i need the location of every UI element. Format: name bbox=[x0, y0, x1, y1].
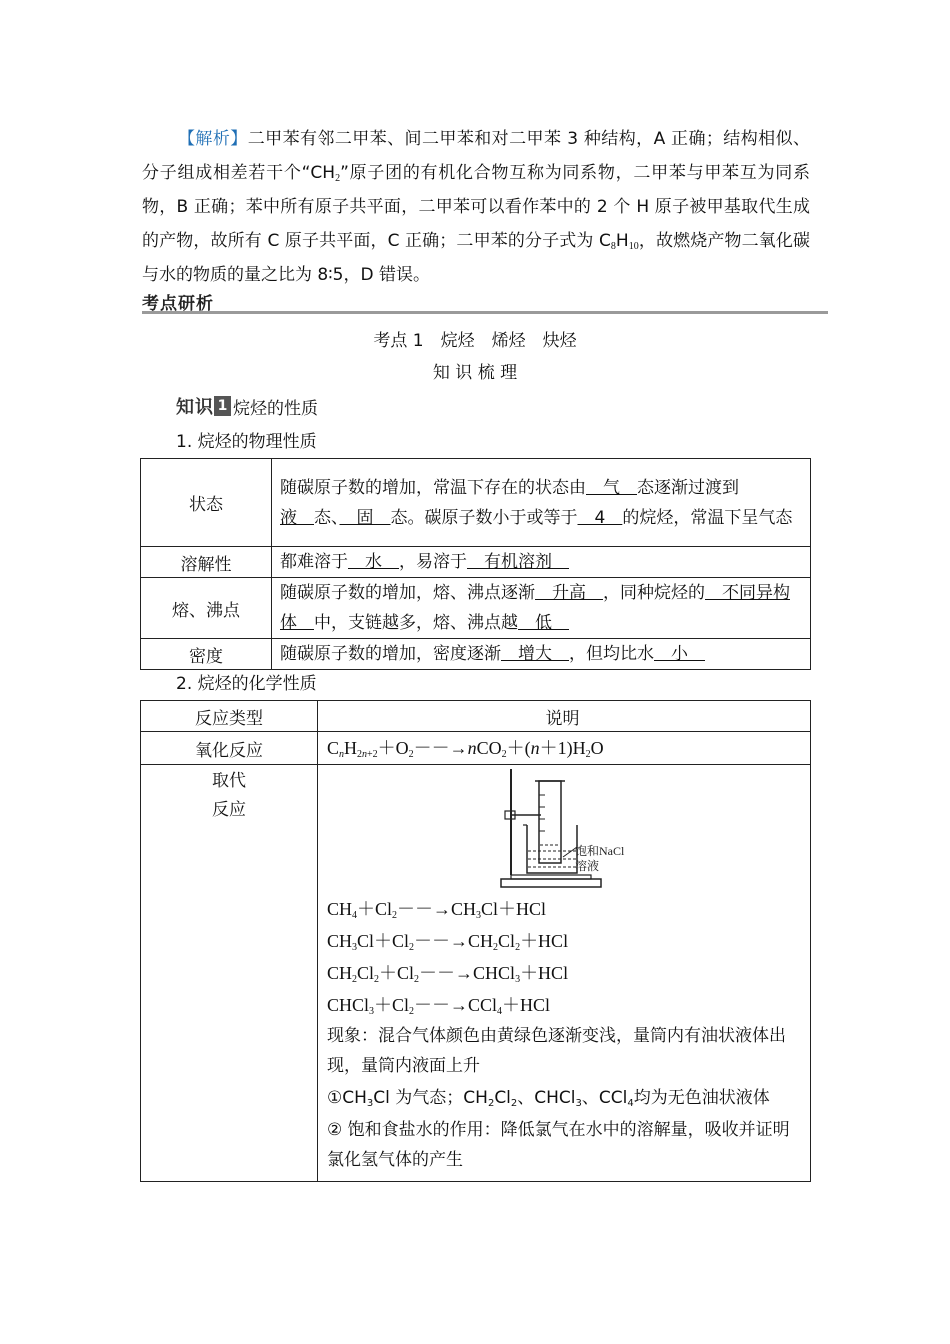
chemical-properties-table bbox=[140, 700, 811, 1182]
topic-title: 考点 1 烷烃 烯烃 炔烃 bbox=[373, 331, 577, 351]
row-label-solubility: 溶解性 bbox=[141, 547, 272, 578]
section-label: 考点研析 bbox=[142, 294, 214, 314]
row-label-density: 密度 bbox=[141, 639, 272, 670]
chemical-heading: 2. 烷烃的化学性质 bbox=[176, 674, 317, 694]
phenomenon-text: 现象：混合气体颜色由黄绿色逐渐变浅，量筒内有油状液体出现，量筒内液面上升 bbox=[327, 1026, 786, 1076]
knowledge-label: 知识 bbox=[176, 397, 214, 418]
analysis-tag: 【解析】 bbox=[178, 129, 248, 149]
header-reaction-type: 反应类型 bbox=[141, 701, 318, 732]
row-label-oxidation: 氧化反应 bbox=[141, 732, 318, 765]
header-description: 说明 bbox=[318, 701, 811, 732]
substitution-eq-2: $CH_3Cl+Cl_2--\to CH_2Cl_2+HCl$ bbox=[327, 931, 569, 953]
row-value-solubility: 都难溶于 水 ，易溶于 有机溶剂 bbox=[272, 547, 811, 578]
analysis-paragraph: 【解析】二甲苯有邻二甲苯、间二甲苯和对二甲苯 3 种结构，A 正确；结构相似、分子组成相差若干个“$CH_2$”原子团的有机化合物互称为同系物，二甲苯与甲苯互为同系物，B 正确；苯中所有原子共平面，二甲苯可以看作苯中的 2 个 H 原子被甲基取代生成的产物，故所有 C 原子共平面，C 正确；二甲苯的分子式为 $C_8H_{10}$，故燃烧产物二氧化碳与水的物质的量之比为 8∶5，D 错误。 bbox=[142, 129, 811, 285]
substitution-eq-4: $CHCl_3+Cl_2--\to CCl_4+HCl$ bbox=[327, 995, 551, 1017]
knowledge-heading bbox=[176, 393, 318, 419]
table-row bbox=[141, 765, 811, 1182]
table-row bbox=[141, 578, 811, 639]
row-label-mp: 熔、沸点 bbox=[141, 578, 272, 639]
row-value-mp: 随碳原子数的增加，熔、沸点逐渐 升高 ，同种烷烃的 不同异构体 中，支链越多，熔、沸点越 低 bbox=[272, 578, 811, 639]
note-2: ② 饱和食盐水的作用：降低氯气在水中的溶解量，吸收并证明氯化氢气体的产生 bbox=[327, 1120, 790, 1170]
table-row bbox=[141, 732, 811, 765]
apparatus-label-1: 饱和NaCl bbox=[575, 844, 625, 858]
row-value-density: 随碳原子数的增加，密度逐渐 增大 ，但均比水 小 bbox=[272, 639, 811, 670]
row-label-substitution: 取代 反应 bbox=[141, 765, 318, 1182]
knowledge-title: 烷烃的性质 bbox=[233, 398, 318, 419]
topic-subtitle: 知 识 梳 理 bbox=[432, 363, 518, 383]
section-header bbox=[142, 289, 828, 314]
substitution-eq-3: $CH_2Cl_2+Cl_2--\to CHCl_3+HCl$ bbox=[327, 963, 569, 985]
substitution-eq-1: $CH_4+Cl_2--\to CH_3Cl+HCl$ bbox=[327, 899, 547, 921]
physical-heading: 1. 烷烃的物理性质 bbox=[176, 432, 317, 452]
oxidation-equation: $C_nH_{2n+2}+O_2--\to nCO_2+(n+1)H_2O$ bbox=[318, 732, 811, 765]
table-row bbox=[141, 547, 811, 578]
table-row bbox=[141, 639, 811, 670]
apparatus-label-2: 溶液 bbox=[575, 859, 600, 873]
knowledge-number-badge: 1 bbox=[214, 396, 231, 416]
physical-properties-table bbox=[140, 458, 811, 670]
row-value-state: 随碳原子数的增加，常温下存在的状态由 气 态逐渐过渡到 液 态、 固 态。碳原子数小于或等于 4 的烷烃，常温下呈气态 bbox=[272, 459, 811, 547]
row-label-state: 状态 bbox=[141, 459, 272, 547]
substitution-description bbox=[318, 765, 811, 1182]
apparatus-diagram bbox=[497, 767, 647, 893]
table-row bbox=[141, 701, 811, 732]
note-1: $①CH_3Cl$ 为气态；$CH_2Cl_2$、CHCl$_3$、CCl$_4$均为无色油状液体 bbox=[327, 1088, 770, 1109]
table-row bbox=[141, 459, 811, 547]
